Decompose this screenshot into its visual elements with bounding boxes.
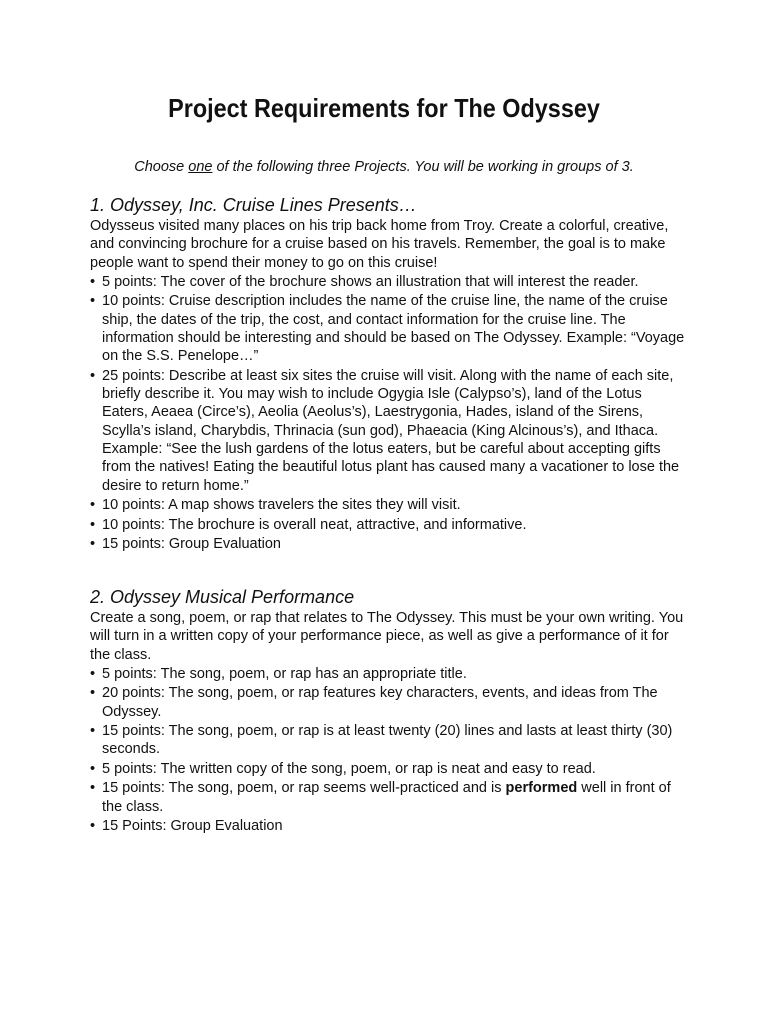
project-2-requirements (90, 665, 690, 836)
instructions (0, 158, 768, 176)
bullet-icon: • (90, 760, 96, 777)
list-item-text: 15 points: Group Evaluation (102, 535, 281, 552)
project-1-section (90, 194, 690, 554)
bullet-icon: • (90, 685, 96, 702)
list-item (90, 273, 690, 291)
list-item-text-start: 15 points: The song, poem, or rap seems well-practiced and is (102, 780, 506, 797)
list-item (90, 779, 690, 816)
list-item-text: 10 points: The brochure is overall neat, attractive, and informative. (102, 516, 527, 533)
list-item-text: 10 points: Cruise description includes the name of the cruise line, the name of the cruise ship, the dates of the trip, the cost, and contact information for the cruise line. The information should be interesting and should be based on The Odyssey. Example: “Voyage on the S.S. Penelope…” (102, 293, 685, 365)
list-item-text: 10 points: A map shows travelers the sites they will visit. (102, 497, 461, 514)
bullet-icon: • (90, 665, 96, 682)
list-item (90, 516, 690, 534)
list-item (90, 760, 690, 778)
bullet-icon: • (90, 723, 96, 740)
list-item-text: 15 points: The song, poem, or rap is at least twenty (20) lines and lasts at least thirty (30) seconds. (102, 723, 673, 758)
project-2-intro: Create a song, poem, or rap that relates to The Odyssey. This must be your own writing. You will turn in a written copy of your performance piece, as well as give a performance of it for the class. (90, 610, 684, 663)
list-item-text: 20 points: The song, poem, or rap features key characters, events, and ideas from The Odyssey. (102, 685, 658, 720)
bullet-icon: • (90, 516, 96, 533)
project-2-heading: 2. Odyssey Musical Performance (90, 587, 355, 607)
list-item-text-end: well in front of the class. (102, 780, 671, 815)
list-item (90, 684, 690, 721)
list-item-text: 5 points: The song, poem, or rap has an appropriate title. (102, 665, 467, 682)
project-2-section (90, 586, 690, 837)
list-item-text: 25 points: Describe at least six sites the cruise will visit. Along with the name of each site, briefly describe it. You may wish to include Ogygia Isle (Calypso’s), land of the Lotus Eaters, Aeaea (Circe’s), Aeolia (Aeolus’s), Laestrygonia, Hades, island of the Sirens, Scylla’s island, Charybdis, Thrinacia (sun god), Phaeacia (King Alcinous’s), and Ithaca. Example: “See the lush gardens of the lotus eaters, but be careful about accepting gifts from the natives! Eating the beautiful lotus plant has caused many a vacationer to lose the desire to return home.” (102, 367, 680, 494)
list-item (90, 665, 690, 683)
instructions-underlined: one (188, 159, 213, 175)
list-item (90, 367, 690, 495)
bullet-icon: • (90, 293, 96, 310)
bullet-icon: • (90, 535, 96, 552)
list-item (90, 535, 690, 553)
page-title: Project Requirements for The Odyssey (168, 93, 600, 123)
list-item-text: 5 points: The written copy of the song, poem, or rap is neat and easy to read. (102, 760, 596, 777)
project-1-heading: 1. Odyssey, Inc. Cruise Lines Presents… (90, 195, 417, 215)
bullet-icon: • (90, 273, 96, 290)
project-1-requirements (90, 273, 690, 553)
list-item (90, 496, 690, 514)
list-item-text: 5 points: The cover of the brochure shows an illustration that will interest the reader. (102, 273, 639, 290)
bullet-icon: • (90, 818, 96, 835)
list-item (90, 722, 690, 759)
project-1-intro: Odysseus visited many places on his trip back home from Troy. Create a colorful, creative, and convincing brochure for a cruise based on his travels. Remember, the goal is to make people want to spend their money to go on this cruise! (90, 218, 669, 271)
instructions-start: Choose (134, 159, 189, 175)
list-item (90, 292, 690, 365)
instructions-end: of the following three Projects. You will be working in groups of 3. (212, 159, 634, 175)
list-item-text: 15 Points: Group Evaluation (102, 818, 283, 835)
bullet-icon: • (90, 497, 96, 514)
bullet-icon: • (90, 367, 96, 384)
bullet-icon: • (90, 780, 96, 797)
list-item (90, 817, 690, 835)
list-item-emphasis: performed (505, 780, 578, 797)
